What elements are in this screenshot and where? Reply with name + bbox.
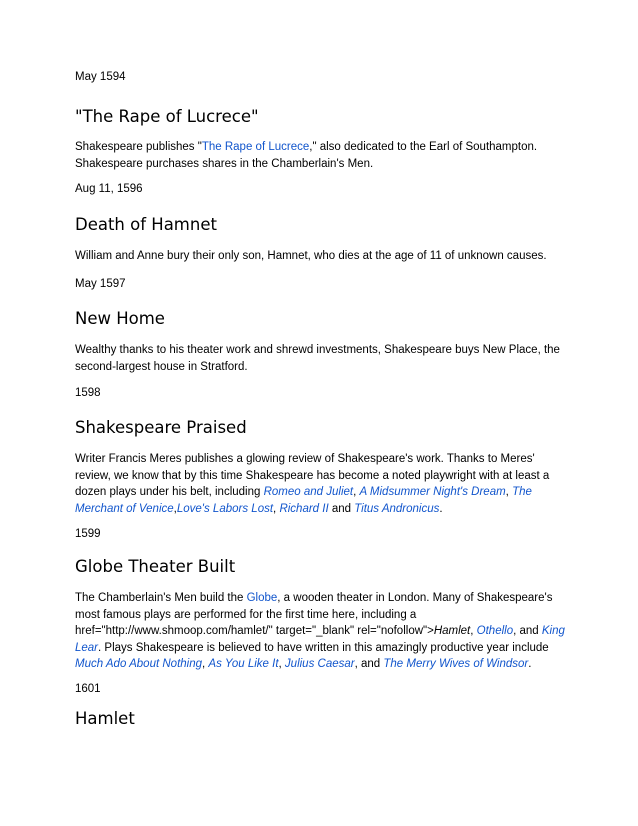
play-link-merchant[interactable]: The Merchant of Venice <box>75 486 532 515</box>
lucrece-link[interactable]: The Rape of Lucrece <box>201 141 310 153</box>
play-link-romeo[interactable]: Romeo and Juliet <box>263 486 354 499</box>
entry-date: 1598 <box>75 387 101 399</box>
play-link-much-ado[interactable]: Much Ado About Nothing <box>75 658 203 671</box>
entry-date: Aug 11, 1596 <box>75 183 143 195</box>
entry-title: "The Rape of Lucrece" <box>75 107 259 126</box>
entry-title: New Home <box>75 309 165 328</box>
entry-title: Shakespeare Praised <box>75 418 247 437</box>
entry-date: 1599 <box>75 528 101 540</box>
entry-text: William and Anne bury their only son, Hamnet, who dies at the age of 11 of unknown causes. <box>75 250 547 262</box>
entry-text: Shakespeare publishes "The Rape of Lucrece," also dedicated to the Earl of Southampton. Shakespeare purchases shares in the Chamberlain's Men. <box>75 141 538 170</box>
play-link-midsummer[interactable]: A Midsummer Night's Dream <box>359 486 506 499</box>
entry-title: Hamlet <box>75 709 135 728</box>
entry-text: Wealthy thanks to his theater work and shrewd investments, Shakespeare buys New Place, the second-largest house in Stratford. <box>75 344 560 373</box>
entry-title: Globe Theater Built <box>75 557 236 576</box>
entry-title: Death of Hamnet <box>75 215 217 234</box>
play-link-richard[interactable]: Richard II <box>279 502 329 515</box>
entry-text: The Chamberlain's Men build the Globe, a wooden theater in London. Many of Shakespeare's most famous plays are performed for the first time here, including a href="http://www.shmoop.com/hamlet/" target="_blank" rel="nofollow">Hamlet, Othello, and King Lear. Plays Shakespeare is believed to have written in this amazingly productive year include Much Ado About Nothing, As You Like It, Julius Caesar, and The Merry Wives of Windsor. <box>75 592 565 671</box>
play-link-as-you-like-it[interactable]: As You Like It <box>208 658 279 671</box>
play-link-julius-caesar[interactable]: Julius Caesar <box>284 658 355 671</box>
entry-date: 1601 <box>75 683 101 695</box>
entry-date: May 1594 <box>75 71 126 83</box>
play-link-othello[interactable]: Othello <box>476 625 514 638</box>
globe-link[interactable]: Globe <box>246 592 278 604</box>
play-link-king-lear[interactable]: King Lear <box>75 625 565 654</box>
entry-date: May 1597 <box>75 278 126 290</box>
play-link-loves-labors[interactable]: Love's Labors Lost <box>176 502 274 515</box>
entry-text: Writer Francis Meres publishes a glowing review of Shakespeare's work. Thanks to Meres' review, we know that by this time Shakespeare has become a noted playwright with at least a dozen plays under his belt, including Romeo and Juliet, A Midsummer Night's Dream, The Merchant of Venice,Love's Labors Lost, Richard II and Titus Andronicus. <box>75 453 550 515</box>
play-link-merry-wives[interactable]: The Merry Wives of Windsor <box>383 658 529 671</box>
play-link-titus[interactable]: Titus Andronicus <box>354 502 440 515</box>
